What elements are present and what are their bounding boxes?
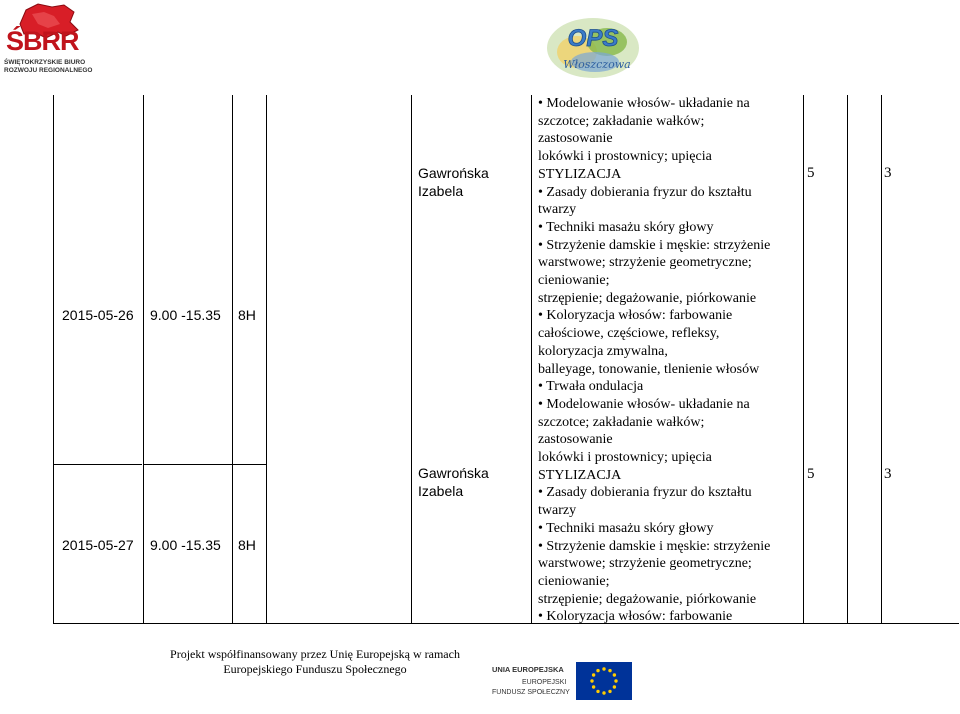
content-line: twarzy [538,503,577,519]
content-line: • Strzyżenie damskie i męskie: strzyżenie [538,538,771,554]
content-line: • Techniki masażu skóry głowy [538,520,714,536]
content-line: balleyage, tonowanie, tlenienie włosów [538,361,760,377]
content-line: warstwowe; strzyżenie geometryczne; [538,255,752,271]
content-line: • Zasady dobierania fryzur do kształtu [538,485,752,501]
logo-subtitle [4,59,96,75]
ops-logo-text: OPS [567,25,619,52]
content-line: całościowe, częściowe, refleksy, [538,326,720,342]
eu-star-icon [613,685,616,688]
grid-line [143,464,232,465]
content-line: zastosowanie [538,131,613,147]
content-line: warstwowe; strzyżenie geometryczne; [538,556,752,572]
grid-line [232,464,266,465]
content-line: • Koloryzacja włosów: farbowanie [538,308,733,324]
grid-line [411,95,412,624]
row2-duration: 8H [238,537,256,553]
logo-subtitle-line2: ROZWOJU REGIONALNEGO [4,67,93,74]
row2-date: 2015-05-27 [62,537,134,553]
content-line: twarzy [538,202,577,218]
content-line: • Koloryzacja włosów: farbowanie [538,609,733,625]
row1-instructor-name: Izabela [418,183,464,199]
eu-star-icon [602,691,605,694]
eu-line3: FUNDUSZ SPOŁECZNY [492,689,570,696]
row2-instructor [418,464,489,500]
footer-text [150,647,480,677]
row1-count-b: 3 [884,165,892,181]
content-line: lokówki i prostownicy; upięcia [538,149,712,165]
content-line: szczotce; zakładanie wałków; [538,414,705,430]
content-line: • Modelowanie włosów- układanie na [538,396,750,412]
row2-instructor-surname: Gawrońska [418,465,489,481]
grid-line [53,464,142,465]
eu-star-icon [596,669,599,672]
grid-line [266,95,267,624]
grid-line [53,623,959,624]
content-line: STYLIZACJA [538,467,622,483]
eu-star-icon [592,685,595,688]
row2-count-a: 5 [807,466,815,482]
eu-line1: UNIA EUROPEJSKA [492,665,564,674]
content-line: • Zasady dobierania fryzur do kształtu [538,184,752,200]
grid-line [232,95,233,624]
grid-line [143,95,144,624]
content-line: • Modelowanie włosów- układanie na [538,96,750,111]
row1-count-a: 5 [807,165,815,181]
content-line: lokówki i prostownicy; upięcia [538,450,712,466]
ops-logo [543,12,645,82]
content-line: zastosowanie [538,432,613,448]
content-line: cieniowanie; [538,573,610,589]
content-line: • Techniki masażu skóry głowy [538,219,714,235]
content-line: strzępienie; degażowanie, piórkowanie [538,591,757,607]
eu-star-icon [602,667,605,670]
content-line: • Trwała ondulacja [538,379,644,395]
ops-logo-icon [543,12,645,82]
grid-line [847,95,848,624]
footer-line2: Europejskiego Funduszu Społecznego [223,662,407,676]
eu-star-icon [590,679,593,682]
row1-instructor [418,164,489,200]
eu-star-icon [608,690,611,693]
eu-star-icon [614,679,617,682]
grid-line [881,95,882,624]
content-line: cieniowanie; [538,273,610,289]
row2-hours: 9.00 -15.35 [150,537,221,553]
footer-line1: Projekt współfinansowany przez Unię Europejską w ramach [170,647,460,661]
content-line: strzępienie; degażowanie, piórkowanie [538,290,757,306]
grid-line [531,95,532,624]
eu-flag-icon [490,660,640,704]
row1-date: 2015-05-26 [62,307,134,323]
eu-logo [490,660,640,704]
content-line: koloryzacja zmywalna, [538,343,668,359]
ops-logo-subtext: Włoszczowa [563,58,631,71]
grid-line [803,95,804,624]
content-line: szczotce; zakładanie wałków; [538,113,705,129]
program-content [538,95,800,626]
eu-star-icon [592,673,595,676]
row1-hours: 9.00 -15.35 [150,307,221,323]
eu-line2: EUROPEJSKI [522,679,567,686]
eu-star-icon [613,673,616,676]
content-line: • Strzyżenie damskie i męskie: strzyżenie [538,237,771,253]
row2-instructor-name: Izabela [418,483,464,499]
eu-star-icon [608,669,611,672]
row1-instructor-surname: Gawrońska [418,165,489,181]
row2-count-b: 3 [884,466,892,482]
eu-star-icon [596,690,599,693]
row1-duration: 8H [238,307,256,323]
logo-acronym: ŚBRR [6,26,79,56]
content-line: STYLIZACJA [538,166,622,182]
sbrr-logo [2,2,94,80]
grid-line [53,95,54,624]
logo-subtitle-line1: ŚWIĘTOKRZYSKIE BIURO [4,59,86,66]
